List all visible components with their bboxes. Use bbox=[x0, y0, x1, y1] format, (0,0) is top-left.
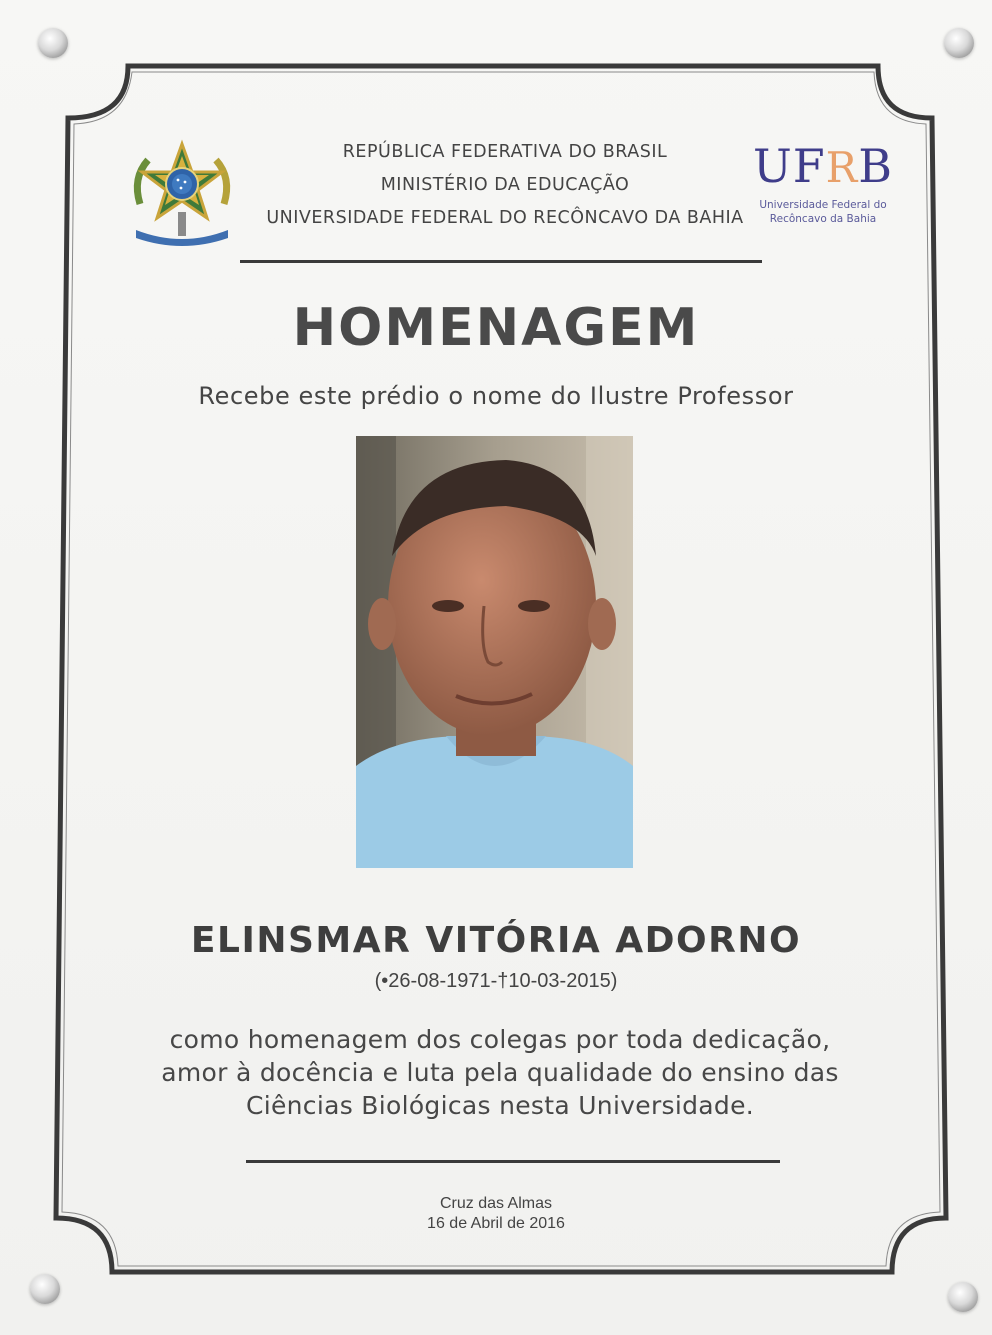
honoree-dates: (•26-08-1971-†10-03-2015) bbox=[374, 970, 618, 992]
ufrb-mark-r: R bbox=[825, 143, 859, 192]
dedication-line3: Ciências Biológicas nesta Universidade. bbox=[245, 1091, 754, 1120]
ufrb-mark-left: UF bbox=[752, 139, 826, 193]
footer-divider bbox=[246, 1160, 780, 1163]
ufrb-mark-right: B bbox=[858, 139, 894, 193]
header-line-ministry: MINISTÉRIO DA EDUCAÇÃO bbox=[380, 175, 630, 195]
dedication-line1: como homenagem dos colegas por toda dedicação, bbox=[169, 1025, 831, 1054]
brazil-coat-of-arms-icon bbox=[128, 138, 236, 250]
header-line-university: UNIVERSIDADE FEDERAL DO RECÔNCAVO DA BAHIA bbox=[266, 208, 744, 228]
ufrb-sub-line2: Recôncavo da Bahia bbox=[769, 213, 877, 225]
dedication-line2: amor à docência e luta pela qualidade do ensino das bbox=[161, 1058, 839, 1087]
ufrb-logo bbox=[748, 140, 898, 226]
header-divider bbox=[240, 260, 762, 263]
footer-date: 16 de Abril de 2016 bbox=[427, 1215, 565, 1232]
plaque-title: HOMENAGEM bbox=[292, 298, 700, 358]
ufrb-sub-line1: Universidade Federal do bbox=[759, 199, 887, 211]
ufrb-logo-mark bbox=[748, 140, 898, 194]
header-institution-lines bbox=[240, 138, 770, 237]
footer bbox=[0, 1194, 992, 1234]
footer-place: Cruz das Almas bbox=[439, 1195, 553, 1212]
honoree-portrait bbox=[356, 436, 633, 868]
ufrb-logo-subtitle bbox=[748, 198, 898, 226]
honoree-name: ELINSMAR VITÓRIA ADORNO bbox=[190, 920, 802, 961]
header-line-republic: REPÚBLICA FEDERATIVA DO BRASIL bbox=[342, 142, 668, 162]
dedication-text bbox=[110, 1023, 890, 1122]
plaque-subtitle: Recebe este prédio o nome do Ilustre Professor bbox=[198, 382, 794, 410]
